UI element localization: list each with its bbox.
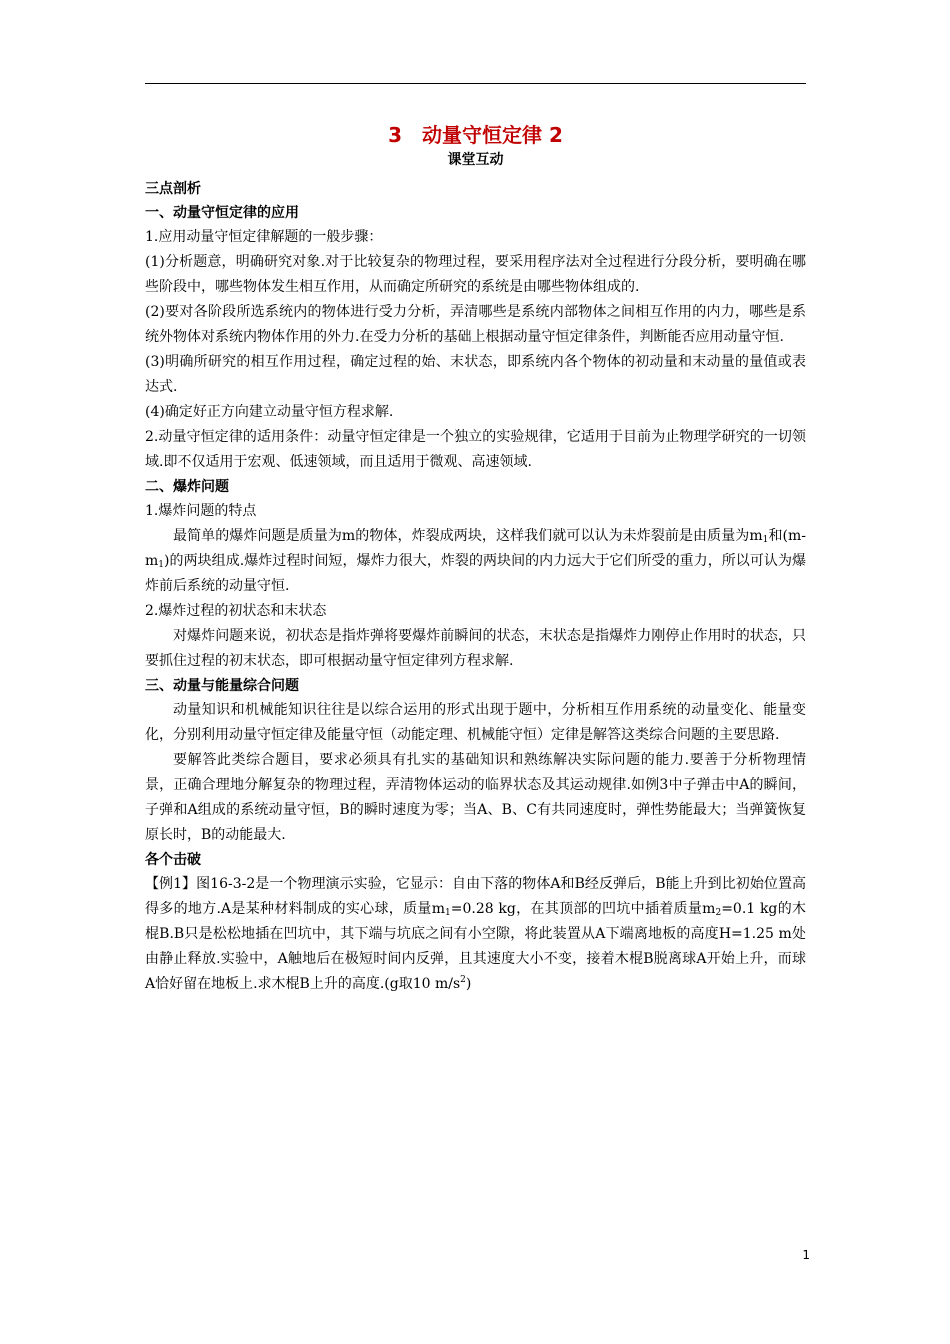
paragraph: (3)明确所研究的相互作用过程，确定过程的始、末状态，即系统内各个物体的初动量和末动量的量值或表达式. xyxy=(145,354,806,395)
paragraph: 1.应用动量守恒定律解题的一般步骤： xyxy=(145,229,383,245)
section-heading-1: 一、动量守恒定律的应用 xyxy=(145,205,299,221)
paragraph: (2)要对各阶段所选系统内的物体进行受力分析，弄清哪些是系统内部物体之间相互作用的内力，哪些是系统外物体对系统内物体作用的外力.在受力分析的基础上根据动量守恒定律条件，判断能否应用动量守恒. xyxy=(145,304,806,345)
example-1: 【例1】图16-3-2是一个物理演示实验，它显示：自由下落的物体A和B经反弹后，B能上升到比初始位置高得多的地方.A是某种材料制成的实心球，质量$m_1=0.28$ kg，在其顶部的凹坑中插着质量$m_2=0.1$ kg的木棍B.B只是松松地插在凹坑中，其下端与坑底之间有小空隙，将此装置从A下端离地板的高度H=1.25 m处由静止释放.实验中，A触地后在极短时间内反弹，且其速度大小不变，接着木棍B脱离球A开始上升，而球A恰好留在地板上.求木棍B上升的高度.(g取10 $m/s^2$) xyxy=(145,876,807,992)
header-rule xyxy=(145,83,806,84)
paragraph: (1)分析题意，明确研究对象.对于比较复杂的物理过程，要采用程序法对全过程进行分段分析，要明确在哪些阶段中，哪些物体发生相互作用，从而确定所研究的系统是由哪些物体组成的. xyxy=(145,254,806,295)
section-heading-breakthrough: 各个击破 xyxy=(145,852,201,868)
paragraph: 要解答此类综合题目，要求必须具有扎实的基础知识和熟练解决实际问题的能力.要善于分析物理情景，正确合理地分解复杂的物理过程，弄清物体运动的临界状态及其运动规律.如例3中子弹击中A的瞬间，子弹和A组成的系统动量守恒，B的瞬时速度为零；当A、B、C有共同速度时，弹性势能最大；当弹簧恢复原长时，B的动能最大. xyxy=(145,752,806,843)
page-number: 1 xyxy=(802,1248,810,1262)
section-heading-3: 三、动量与能量综合问题 xyxy=(145,678,299,694)
paragraph-explosion-features: 最简单的爆炸问题是质量为m的物体，炸裂成两块，这样我们就可以认为未炸裂前是由质量为$m_1$和$(m-m_1)$的两块组成.爆炸过程时间短，爆炸力很大，炸裂的两块间的内力远大于它们所受的重力，所以可认为爆炸前后系统的动量守恒. xyxy=(145,528,806,594)
section-heading-analysis: 三点剖析 xyxy=(145,181,201,197)
paragraph: 对爆炸问题来说，初状态是指炸弹将要爆炸前瞬间的状态，末状态是指爆炸力刚停止作用时的状态，只要抓住过程的初末状态，即可根据动量守恒定律列方程求解. xyxy=(145,628,806,669)
paragraph: 2.动量守恒定律的适用条件：动量守恒定律是一个独立的实验规律，它适用于目前为止物理学研究的一切领域.即不仅适用于宏观、低速领域，而且适用于微观、高速领域. xyxy=(145,429,806,470)
paragraph: 动量知识和机械能知识往往是以综合运用的形式出现于题中，分析相互作用系统的动量变化、能量变化，分别利用动量守恒定律及能量守恒（动能定理、机械能守恒）定律是解答这类综合问题的主要思路. xyxy=(145,702,806,743)
document-body xyxy=(145,120,806,997)
paragraph: (4)确定好正方向建立动量守恒方程求解. xyxy=(145,404,394,420)
page-title: 3 动量守恒定律 2 xyxy=(388,123,563,147)
paragraph: 1.爆炸问题的特点 xyxy=(145,503,257,519)
page-subtitle: 课堂互动 xyxy=(447,152,504,168)
paragraph: 2.爆炸过程的初状态和末状态 xyxy=(145,603,327,619)
section-heading-2: 二、爆炸问题 xyxy=(145,479,229,495)
